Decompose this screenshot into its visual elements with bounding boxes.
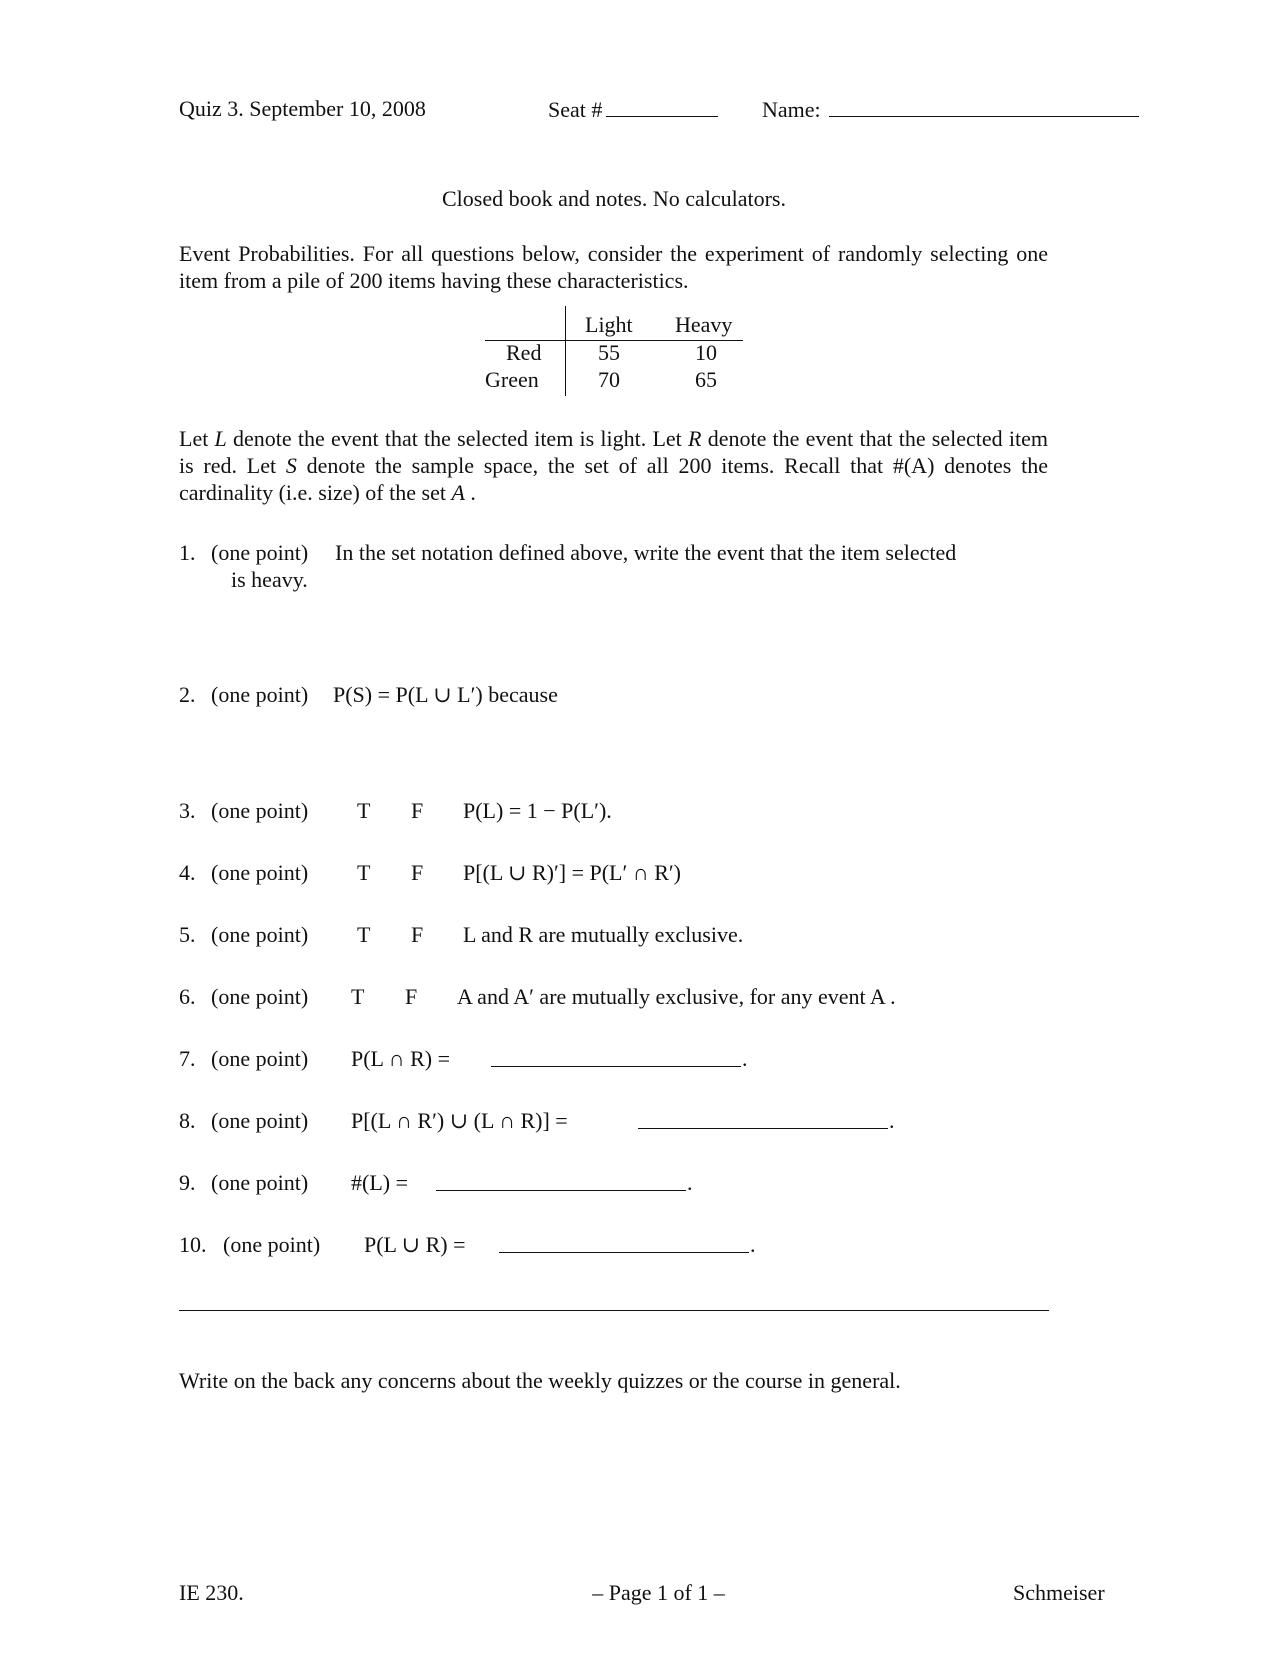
- name-field[interactable]: [762, 96, 1139, 123]
- question-number: 5.: [179, 922, 196, 947]
- question-points: (one point): [211, 984, 309, 1009]
- question-number: 4.: [179, 860, 196, 885]
- question-points: (one point): [211, 682, 309, 707]
- true-option[interactable]: T: [357, 860, 371, 885]
- footer-course: IE 230.: [179, 1580, 244, 1605]
- question-points: (one point): [211, 922, 309, 947]
- question-number: 9.: [179, 1170, 196, 1195]
- period: .: [750, 1232, 756, 1257]
- question-1: [179, 540, 1049, 600]
- question-number: 1.: [179, 540, 196, 565]
- seat-blank[interactable]: [606, 96, 718, 117]
- question-number: 10.: [179, 1232, 207, 1257]
- characteristics-table: [485, 306, 745, 396]
- question-text: P[(L ∩ R′) ∪ (L ∩ R)] =: [351, 1108, 568, 1133]
- true-option[interactable]: T: [357, 798, 371, 823]
- quiz-title: Quiz 3. September 10, 2008: [179, 96, 426, 121]
- question-text: P(L ∩ R) =: [351, 1046, 450, 1071]
- cell-green-light: 70: [598, 367, 620, 392]
- name-blank[interactable]: [829, 96, 1139, 117]
- false-option[interactable]: F: [411, 860, 424, 885]
- question-number: 6.: [179, 984, 196, 1009]
- footer-author: Schmeiser: [1013, 1580, 1105, 1605]
- period: .: [889, 1108, 895, 1133]
- question-number: 8.: [179, 1108, 196, 1133]
- footer-page-number: – Page 1 of 1 –: [592, 1580, 725, 1605]
- question-text: L and R are mutually exclusive.: [463, 922, 744, 947]
- question-text: A and A′ are mutually exclusive, for any event A .: [457, 984, 896, 1009]
- false-option[interactable]: F: [411, 922, 424, 947]
- question-number: 2.: [179, 682, 196, 707]
- question-number: 7.: [179, 1046, 196, 1071]
- period: .: [687, 1170, 693, 1195]
- question-points: (one point): [211, 860, 309, 885]
- false-option[interactable]: F: [411, 798, 424, 823]
- question-points: (one point): [211, 1046, 309, 1071]
- seat-label: Seat #: [548, 97, 603, 122]
- answer-blank[interactable]: [436, 1170, 686, 1191]
- question-points: (one point): [211, 1170, 309, 1195]
- question-text: #(L) =: [351, 1170, 408, 1195]
- cell-green-heavy: 65: [695, 367, 717, 392]
- separator-rule: [179, 1310, 1049, 1311]
- question-text: P(L) = 1 − P(L′).: [463, 798, 612, 823]
- row-label-red: Red: [506, 340, 542, 365]
- question-text: P(L ∪ R) =: [364, 1232, 466, 1257]
- col-header-light: Light: [585, 312, 633, 337]
- true-option[interactable]: T: [351, 984, 365, 1009]
- answer-blank[interactable]: [638, 1108, 888, 1129]
- question-points: (one point): [211, 1108, 309, 1133]
- definitions-paragraph: Let L denote the event that the selected item is light. Let R denote the event that the selected item is red. Let S denote the sample space, the set of all 200 items. Recall that #(A) denotes the cardinality (i.e. size) of the set A .: [179, 426, 1048, 505]
- answer-blank[interactable]: [499, 1232, 749, 1253]
- table-vertical-rule: [565, 306, 566, 396]
- closing-note: Write on the back any concerns about the weekly quizzes or the course in general.: [179, 1368, 901, 1393]
- answer-blank[interactable]: [491, 1046, 741, 1067]
- question-points: (one point): [211, 798, 309, 823]
- seat-field[interactable]: [548, 96, 718, 123]
- question-points: (one point): [223, 1232, 321, 1257]
- question-text: In the set notation defined above, write the event that the item selected: [335, 540, 957, 565]
- period: .: [742, 1046, 748, 1071]
- row-label-green: Green: [485, 367, 539, 392]
- question-text-cont: is heavy.: [231, 567, 308, 592]
- intro-paragraph: Event Probabilities. For all questions below, consider the experiment of randomly selecting one item from a pile of 200 items having these characteristics.: [179, 241, 1048, 293]
- question-number: 3.: [179, 798, 196, 823]
- question-text: P(S) = P(L ∪ L′) because: [333, 682, 558, 707]
- cell-red-light: 55: [598, 340, 620, 365]
- false-option[interactable]: F: [405, 984, 418, 1009]
- question-text: P[(L ∪ R)′] = P(L′ ∩ R′): [463, 860, 682, 885]
- cell-red-heavy: 10: [695, 340, 717, 365]
- name-label: Name:: [762, 97, 821, 122]
- instructions: Closed book and notes. No calculators.: [442, 186, 786, 211]
- true-option[interactable]: T: [357, 922, 371, 947]
- col-header-heavy: Heavy: [675, 312, 733, 337]
- question-points: (one point): [211, 540, 309, 565]
